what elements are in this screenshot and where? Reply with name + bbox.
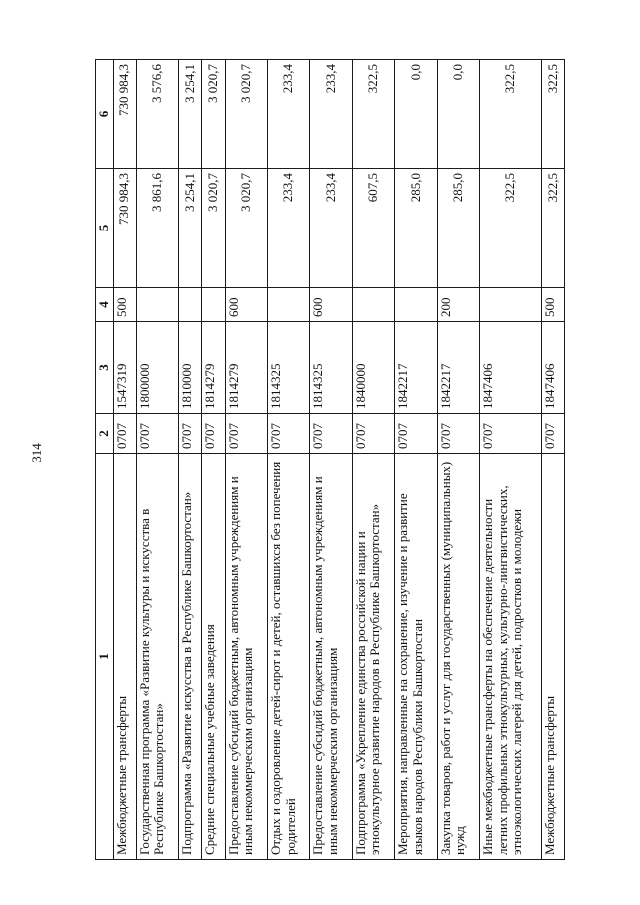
row-sum-col6-cell: 3 254,1 (179, 60, 202, 169)
row-expense-type-cell (136, 288, 178, 322)
table-row (352, 60, 394, 860)
row-section-cell: 0707 (136, 414, 178, 454)
row-sum-col5-cell: 322,5 (480, 169, 542, 288)
row-sum-col5-cell: 3 020,7 (225, 169, 267, 288)
row-name-cell: Государственная программа «Развитие культуры и искусства в Республике Башкортостан» (136, 454, 178, 860)
row-sum-col5-cell: 322,5 (541, 169, 564, 288)
row-section-cell: 0707 (480, 414, 542, 454)
table-row (267, 60, 309, 860)
row-target-cell: 1847406 (541, 322, 564, 414)
row-sum-col6-cell: 0,0 (395, 60, 437, 169)
header-col-6: 6 (96, 60, 114, 169)
row-expense-type-cell: 600 (310, 288, 352, 322)
row-sum-col5-cell: 3 861,6 (136, 169, 178, 288)
row-sum-col6-cell: 233,4 (267, 60, 309, 169)
row-name-cell: Средние специальные учебные заведения (202, 454, 225, 860)
table-row (225, 60, 267, 860)
page-number: 314 (29, 443, 44, 463)
header-col-3: 3 (96, 322, 114, 414)
row-target-cell: 1847406 (480, 322, 542, 414)
row-target-cell: 1814279 (225, 322, 267, 414)
row-name-cell: Мероприятия, направленные на сохранение, изучение и развитие языков народов Республики Башкортостан (395, 454, 437, 860)
row-expense-type-cell: 600 (225, 288, 267, 322)
row-name-cell: Предоставление субсидий бюджетным, автономным учреждениям и иным некоммерческим организациям (225, 454, 267, 860)
header-col-4: 4 (96, 288, 114, 322)
row-name-cell: Иные межбюджетные трансферты на обеспечение деятельности летних профильных этнокультурных, культурно-лингвистических, этноэкологических лагерей для детей, подростков и молодежи (480, 454, 542, 860)
row-target-cell: 1800000 (136, 322, 178, 414)
row-section-cell: 0707 (225, 414, 267, 454)
table-row (437, 60, 479, 860)
row-section-cell: 0707 (179, 414, 202, 454)
table-row (179, 60, 202, 860)
row-target-cell: 1842217 (395, 322, 437, 414)
row-sum-col6-cell: 322,5 (541, 60, 564, 169)
budget-table (95, 59, 565, 860)
row-target-cell: 1814325 (310, 322, 352, 414)
row-target-cell: 1840000 (352, 322, 394, 414)
row-sum-col5-cell: 730 984,3 (113, 169, 136, 288)
row-target-cell: 1547319 (113, 322, 136, 414)
row-expense-type-cell (202, 288, 225, 322)
row-section-cell: 0707 (310, 414, 352, 454)
row-sum-col6-cell: 3 020,7 (225, 60, 267, 169)
row-target-cell: 1842217 (437, 322, 479, 414)
row-sum-col6-cell: 233,4 (310, 60, 352, 169)
row-name-cell: Подпрограмма «Укрепление единства российской нации и этнокультурное развитие народов в Республике Башкортостан» (352, 454, 394, 860)
row-name-cell: Закупка товаров, работ и услуг для государственных (муниципальных) нужд (437, 454, 479, 860)
row-expense-type-cell (179, 288, 202, 322)
row-section-cell: 0707 (202, 414, 225, 454)
row-section-cell: 0707 (541, 414, 564, 454)
header-col-1: 1 (96, 454, 114, 860)
row-target-cell: 1810000 (179, 322, 202, 414)
row-target-cell: 1814279 (202, 322, 225, 414)
table-row (136, 60, 178, 860)
row-name-cell: Предоставление субсидий бюджетным, автономным учреждениям и иным некоммерческим организациям (310, 454, 352, 860)
rotated-table-container (95, 60, 565, 860)
table-row (202, 60, 225, 860)
row-expense-type-cell: 200 (437, 288, 479, 322)
row-sum-col6-cell: 730 984,3 (113, 60, 136, 169)
table-body (113, 60, 564, 860)
row-name-cell: Межбюджетные трансферты (541, 454, 564, 860)
row-expense-type-cell (480, 288, 542, 322)
header-col-5: 5 (96, 169, 114, 288)
row-target-cell: 1814325 (267, 322, 309, 414)
row-sum-col6-cell: 322,5 (352, 60, 394, 169)
table-row (541, 60, 564, 860)
row-sum-col6-cell: 322,5 (480, 60, 542, 169)
table-row (310, 60, 352, 860)
row-section-cell: 0707 (437, 414, 479, 454)
row-name-cell: Межбюджетные трансферты (113, 454, 136, 860)
row-expense-type-cell (395, 288, 437, 322)
row-section-cell: 0707 (113, 414, 136, 454)
row-sum-col5-cell: 3 020,7 (202, 169, 225, 288)
table-row (395, 60, 437, 860)
row-section-cell: 0707 (352, 414, 394, 454)
table-row (480, 60, 542, 860)
row-expense-type-cell (267, 288, 309, 322)
row-section-cell: 0707 (267, 414, 309, 454)
row-expense-type-cell: 500 (113, 288, 136, 322)
row-sum-col6-cell: 0,0 (437, 60, 479, 169)
row-expense-type-cell: 500 (541, 288, 564, 322)
table-row (113, 60, 136, 860)
row-sum-col5-cell: 285,0 (395, 169, 437, 288)
row-sum-col5-cell: 607,5 (352, 169, 394, 288)
row-sum-col5-cell: 3 254,1 (179, 169, 202, 288)
row-name-cell: Отдых и оздоровление детей-сирот и детей, оставшихся без попечения родителей (267, 454, 309, 860)
row-name-cell: Подпрограмма «Развитие искусства в Республике Башкортостан» (179, 454, 202, 860)
row-expense-type-cell (352, 288, 394, 322)
row-sum-col5-cell: 233,4 (267, 169, 309, 288)
row-section-cell: 0707 (395, 414, 437, 454)
table-header-row (96, 60, 114, 860)
header-col-2: 2 (96, 414, 114, 454)
row-sum-col5-cell: 285,0 (437, 169, 479, 288)
row-sum-col6-cell: 3 576,6 (136, 60, 178, 169)
row-sum-col5-cell: 233,4 (310, 169, 352, 288)
row-sum-col6-cell: 3 020,7 (202, 60, 225, 169)
